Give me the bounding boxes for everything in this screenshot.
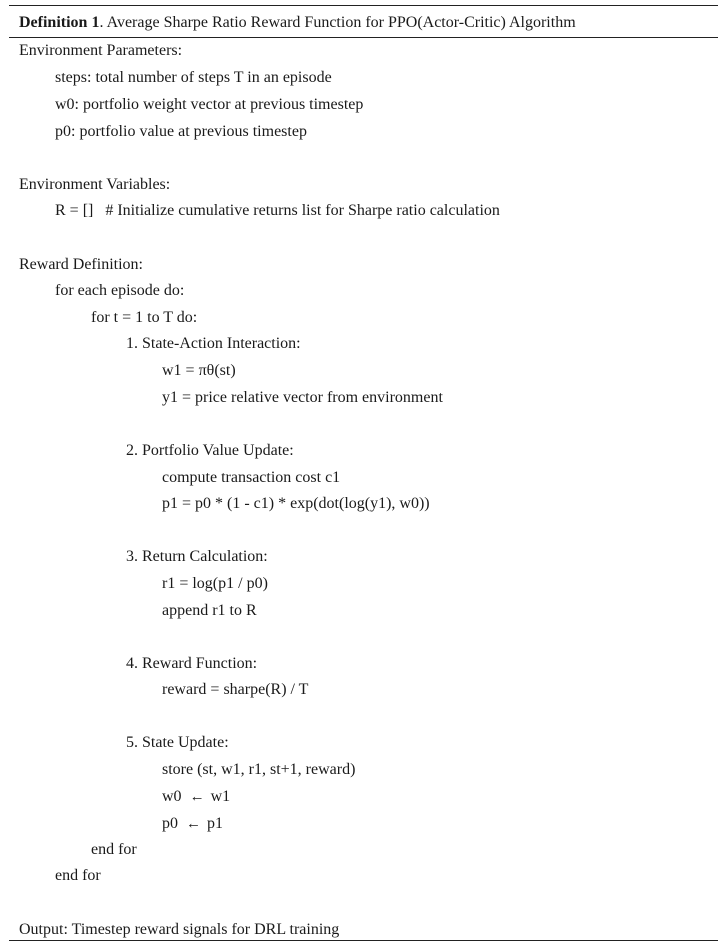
step5-w-update	[162, 787, 230, 807]
step5-line1: store (st, w1, r1, st+1, reward)	[162, 761, 356, 778]
for-t-loop: for t = 1 to T do:	[91, 309, 198, 326]
w1-var: w1	[210, 788, 231, 805]
step2-line1: compute transaction cost c1	[162, 469, 341, 486]
end-for-inner: end for	[91, 841, 137, 858]
for-each-episode: for each episode do:	[55, 282, 185, 299]
w0-var: w0	[162, 788, 182, 805]
output-line: Output: Timestep reward signals for DRL training	[19, 921, 340, 938]
definition-caption	[19, 13, 576, 33]
step3-line1: r1 = log(p1 / p0)	[162, 575, 268, 592]
var-R: R = [] # Initialize cumulative returns list for Sharpe ratio calculation	[55, 202, 500, 219]
left-arrow-icon: ←	[189, 789, 205, 805]
step2-title: 2. Portfolio Value Update:	[126, 442, 294, 459]
env-params-heading: Environment Parameters:	[19, 42, 183, 59]
env-vars-heading: Environment Variables:	[19, 176, 171, 193]
step4-title: 4. Reward Function:	[126, 655, 258, 672]
step5-p-update	[162, 814, 223, 834]
step1-line1: w1 = πθ(st)	[162, 362, 236, 379]
param-w0: w0: portfolio weight vector at previous timestep	[55, 96, 364, 113]
step3-title: 3. Return Calculation:	[126, 548, 268, 565]
step4-line1: reward = sharpe(R) / T	[162, 681, 309, 698]
algorithm-box	[9, 5, 718, 941]
definition-title: . Average Sharpe Ratio Reward Function for PPO(Actor-Critic) Algorithm	[99, 14, 576, 31]
step1-line2: y1 = price relative vector from environment	[162, 389, 443, 406]
step5-title: 5. State Update:	[126, 734, 229, 751]
left-arrow-icon: ←	[186, 816, 201, 832]
param-p0: p0: portfolio value at previous timestep	[55, 123, 307, 140]
param-steps: steps: total number of steps T in an episode	[55, 69, 332, 86]
algorithm-header	[9, 6, 718, 38]
reward-heading: Reward Definition:	[19, 256, 143, 273]
p1-var: p1	[207, 815, 223, 832]
step3-line2: append r1 to R	[162, 602, 257, 619]
definition-label: Definition 1	[19, 14, 100, 31]
p0-var: p0	[162, 815, 178, 832]
end-for-outer: end for	[55, 867, 101, 884]
step1-title: 1. State-Action Interaction:	[126, 335, 301, 352]
step2-line2: p1 = p0 * (1 - c1) * exp(dot(log(y1), w0))	[162, 495, 430, 512]
